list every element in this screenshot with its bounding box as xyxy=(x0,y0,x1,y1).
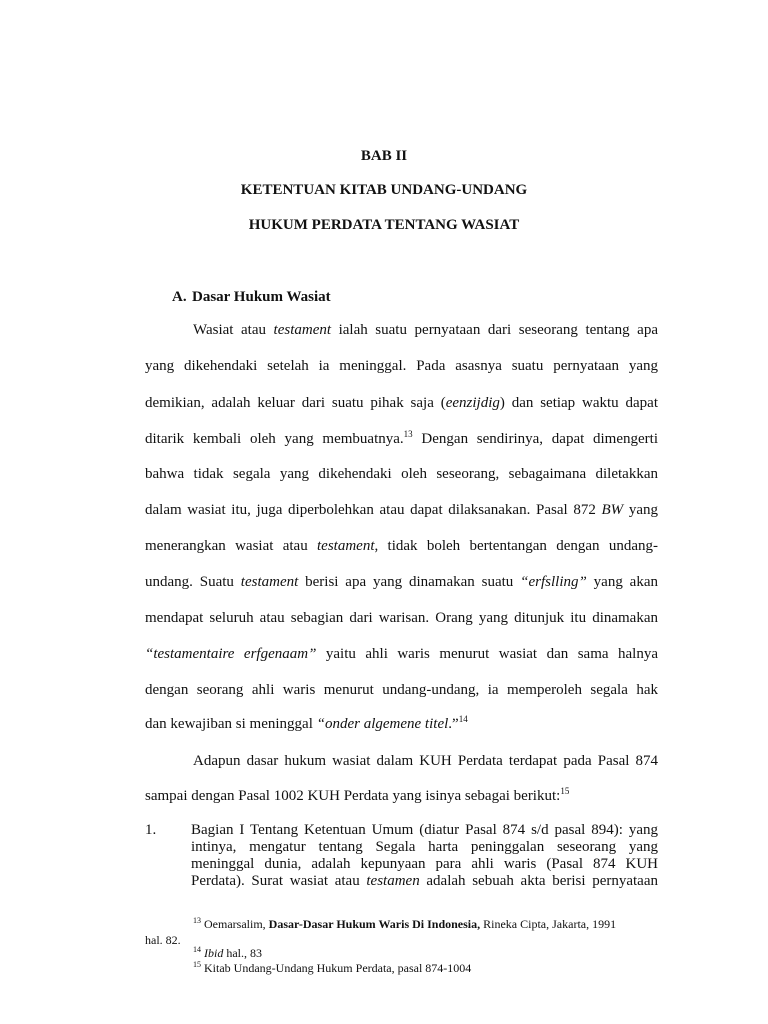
italic-term: “onder algemene titel xyxy=(316,716,449,732)
footnote-text: Oemarsalim, xyxy=(201,917,269,931)
section-title-text: Dasar Hukum Wasiat xyxy=(192,289,331,305)
text-run: Adapun dasar hukum wasiat dalam KUH Perdata terdapat pada Pasal 874 xyxy=(193,753,658,769)
footnote-ref: 13 xyxy=(403,429,413,439)
text-run: Perdata). Surat wasiat atau xyxy=(191,873,367,889)
italic-term: testament xyxy=(240,574,299,590)
text-run: menerangkan wasiat atau xyxy=(145,538,317,554)
paragraph-line xyxy=(145,681,658,699)
text-run: ialah suatu pernyataan dari seseorang tentang apa xyxy=(331,322,658,338)
footnote-number: 15 xyxy=(193,960,201,969)
text-run: yang dikehendaki setelah ia meninggal. Pada asasnya suatu pernyataan yang xyxy=(145,358,658,374)
chapter-heading: BAB II xyxy=(360,148,408,164)
text-run: sampai dengan Pasal 1002 KUH Perdata yang isinya sebagai berikut: xyxy=(145,788,561,804)
italic-term: eenzijdig xyxy=(445,395,500,411)
section-heading xyxy=(172,289,331,306)
text-run: mendapat seluruh atau sebagian dari warisan. Orang yang ditunjuk itu dinamakan xyxy=(145,610,658,626)
list-item-number: 1. xyxy=(145,822,157,838)
paragraph-line xyxy=(145,573,658,591)
text-run: , tidak boleh bertentangan dengan undang- xyxy=(374,538,658,554)
paragraph-line xyxy=(193,752,658,770)
paragraph-line xyxy=(145,715,658,733)
text-run: .” xyxy=(448,716,459,732)
paragraph-line xyxy=(145,357,658,375)
footnote-15 xyxy=(193,961,471,975)
text-run: ditarik kembali oleh yang membuatnya. xyxy=(145,431,404,447)
footnote-book-title: Dasar-Dasar Hukum Waris Di Indonesia, xyxy=(268,917,481,931)
paragraph-line xyxy=(145,787,658,805)
footnote-number: 14 xyxy=(193,945,201,954)
chapter-title-line-2: HUKUM PERDATA TENTANG WASIAT xyxy=(248,217,520,233)
section-letter: A. xyxy=(172,289,187,305)
text-run: yang akan xyxy=(586,574,658,590)
text-run: Dengan sendirinya, dapat dimengerti xyxy=(412,431,658,447)
paragraph-line xyxy=(193,321,658,339)
footnote-13 xyxy=(193,917,616,931)
footnote-ref: 14 xyxy=(458,714,468,724)
paragraph-line xyxy=(145,465,658,483)
footnote-13-continuation: hal. 82. xyxy=(145,933,181,947)
footnote-number: 13 xyxy=(193,916,201,925)
text-run: yang xyxy=(623,502,658,518)
italic-term: testamen xyxy=(366,873,420,889)
text-run: dalam wasiat itu, juga diperbolehkan atau dapat dilaksanakan. Pasal 872 xyxy=(145,502,602,518)
text-run: adalah sebuah akta berisi pernyataan xyxy=(419,873,658,889)
paragraph-line xyxy=(145,394,658,412)
paragraph-line xyxy=(145,430,658,448)
text-run: demikian, adalah keluar dari suatu pihak saja ( xyxy=(145,395,446,411)
text-run: yaitu ahli waris menurut wasiat dan sama halnya xyxy=(316,646,658,662)
footnote-ref: 15 xyxy=(560,786,570,796)
italic-term: “erfslling” xyxy=(520,574,587,590)
text-run: bahwa tidak segala yang dikehendaki oleh seseorang, sebagaimana diletakkan xyxy=(145,466,658,482)
text-run: ) dan setiap waktu dapat xyxy=(499,395,659,411)
italic-term: BW xyxy=(601,502,624,518)
text-run: berisi apa yang dinamakan suatu xyxy=(298,574,521,590)
text-run: dan kewajiban si meninggal xyxy=(145,716,317,732)
text-run: dengan seorang ahli waris menurut undang-undang, ia memperoleh segala hak xyxy=(145,682,658,698)
footnote-text: Rineka Cipta, Jakarta, 1991 xyxy=(480,917,617,931)
italic-term: testament xyxy=(273,322,332,338)
paragraph-line xyxy=(145,609,658,627)
paragraph-line xyxy=(145,537,658,555)
italic-term: “testamentaire erfgenaam” xyxy=(145,646,317,662)
text-run: undang. Suatu xyxy=(145,574,241,590)
paragraph-line xyxy=(145,501,658,519)
text-run: Wasiat atau xyxy=(193,322,274,338)
chapter-title-line-1: KETENTUAN KITAB UNDANG-UNDANG xyxy=(240,182,528,198)
list-item-line xyxy=(191,873,658,890)
italic-term: testament xyxy=(317,538,375,554)
list-item-line: intinya, mengatur tentang Segala harta peninggalan seseorang yang xyxy=(191,839,658,855)
footnote-text: hal., 83 xyxy=(223,946,263,960)
footnote-14 xyxy=(193,946,262,960)
paragraph-line xyxy=(145,645,658,663)
footnote-ibid: Ibid xyxy=(204,946,224,960)
list-item-line: Bagian I Tentang Ketentuan Umum (diatur Pasal 874 s/d pasal 894): yang xyxy=(191,822,658,838)
list-item-line: meninggal dunia, adalah kepunyaan para ahli waris (Pasal 874 KUH xyxy=(191,856,658,872)
footnote-text: Kitab Undang-Undang Hukum Perdata, pasal 874-1004 xyxy=(201,961,472,975)
